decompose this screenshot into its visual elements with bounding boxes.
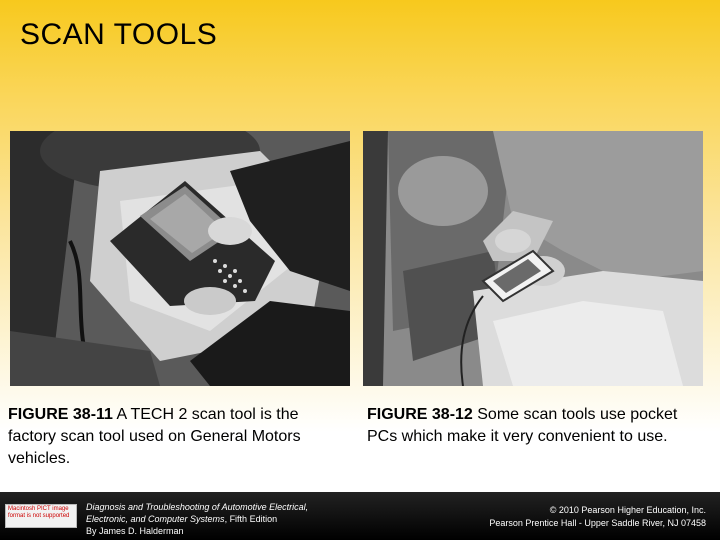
figure-label: FIGURE 38-11 [8,406,113,423]
pocket-pc-photo-graphic [363,131,703,386]
tech2-scan-tool-photo [10,131,350,386]
unsupported-pict-logo: Macintosh PICT image format is not supported [5,504,77,528]
figure-caption-text: Some scan tools use pocket PCs which make it very convenient to use. [367,406,678,445]
tech2-photo-graphic [10,131,350,386]
book-title-line2 [86,513,308,525]
figure-caption-text: A TECH 2 scan tool is the factory scan tool used on General Motors vehicles. [8,406,301,467]
book-edition: , Fifth Edition [224,514,278,524]
figure-caption-right [367,404,712,448]
footer-bar [0,492,720,540]
publisher-credit [489,504,706,530]
book-credit [86,501,308,537]
publisher-text: Pearson Prentice Hall - Upper Saddle River, NJ 07458 [489,518,706,528]
book-title-italic: Electronic, and Computer Systems [86,514,225,524]
copyright-text: © 2010 Pearson Higher Education, Inc. [549,505,706,515]
slide-title: SCAN TOOLS [20,18,218,51]
figure-caption-left [8,404,348,470]
pocket-pc-scan-tool-photo [363,131,703,386]
book-title-line1: Diagnosis and Troubleshooting of Automotive Electrical, [86,502,309,512]
figure-label: FIGURE 38-12 [367,406,473,423]
book-author: By James D. Halderman [86,526,184,536]
